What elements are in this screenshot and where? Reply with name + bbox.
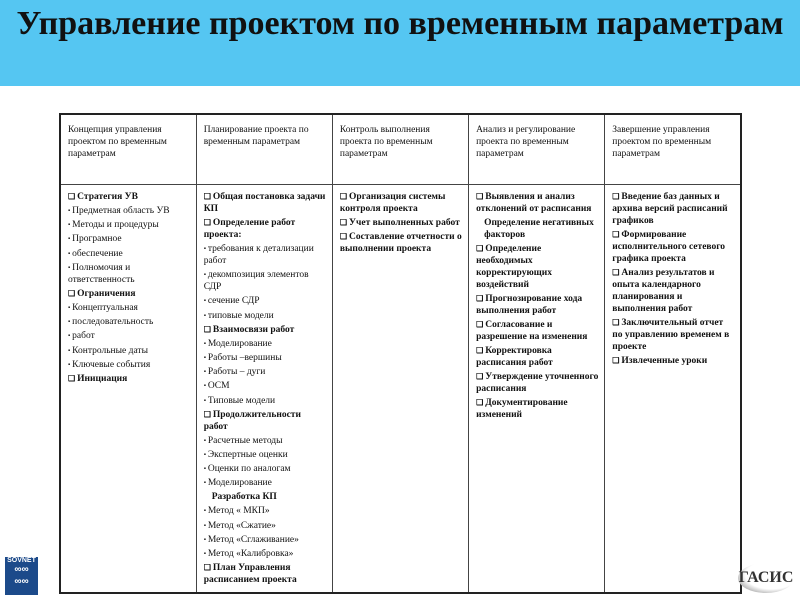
checkbox-bullet-item: ❑ План Управления расписанием проекта [204, 562, 327, 586]
column-cell [196, 185, 332, 594]
checkbox-bullet-item: ❑ Выявления и анализ отклонений от расписания [476, 191, 599, 215]
list-item: ▪ требования к детализации работ [204, 243, 327, 267]
list-item: ▪ Полномочия и ответственность [68, 262, 191, 286]
checkbox-bullet-item: ❑ Анализ результатов и опыта календарного планирования и выполнения работ [612, 267, 735, 315]
column-header: Контроль выполнения проекта по временным параметрам [332, 114, 468, 185]
checkbox-bullet-item: ❑ Введение баз данных и архива версий расписаний графиков [612, 191, 735, 227]
list-item: ▪ Програмное [68, 233, 191, 245]
column-header: Планирование проекта по временным параметрам [196, 114, 332, 185]
column-cell [60, 185, 196, 594]
list-item: ▪ Контрольные даты [68, 345, 191, 357]
checkbox-bullet-item: ❑ Извлеченные уроки [612, 355, 735, 367]
checkbox-bullet-item: ❑ Учет выполненных работ [340, 217, 463, 229]
checkbox-bullet-item: ❑ Прогнозирование хода выполнения работ [476, 293, 599, 317]
sovnet-logo: SOVNET ∞∞ ∞∞ [5, 557, 38, 595]
list-item: Разработка КП [211, 492, 277, 503]
checkbox-bullet-item: ❑ Ограничения [68, 288, 191, 300]
list-item: ▪ ОСМ [204, 380, 327, 392]
checkbox-bullet-item: ❑ Общая постановка задачи КП [204, 191, 327, 215]
list-item: ▪ работ [68, 330, 191, 342]
list-item: ▪ последовательность [68, 316, 191, 328]
list-item: ▪ Расчетные методы [204, 435, 327, 447]
checkbox-bullet-item: ❑ Стратегия УВ [68, 191, 191, 203]
checkbox-bullet-item: ❑ Составление отчетности о выполнении проекта [340, 231, 463, 255]
column-header: Завершение управления проектом по временным параметрам [605, 114, 741, 185]
checkbox-bullet-item: ❑ Определение работ проекта: [204, 217, 327, 241]
sovnet-logo-text: SOVNET [7, 557, 36, 564]
list-item: ▪ Метод « МКП» [204, 505, 327, 517]
list-item: Определение негативных факторов [484, 218, 594, 240]
checkbox-bullet-item: ❑ Документирование изменений [476, 397, 599, 421]
list-item: ▪ декомпозиция элементов СДР [204, 269, 327, 293]
list-item: ▪ типовые модели [204, 310, 327, 322]
list-item: ▪ Типовые модели [204, 395, 327, 407]
checkbox-bullet-item: ❑ Корректировка расписания работ [476, 345, 599, 369]
list-item: ▪ Метод «Калибровка» [204, 548, 327, 560]
checkbox-bullet-item: ❑ Утверждение уточненного расписания [476, 371, 599, 395]
list-item: ▪ Оценки по аналогам [204, 463, 327, 475]
checkbox-bullet-item: ❑ Согласование и разрешение на изменения [476, 319, 599, 343]
checkbox-bullet-item: ❑ Определение необходимых корректирующих воздействий [476, 243, 599, 291]
column-cell [605, 185, 741, 594]
gasis-logo: ГАСИС [738, 563, 794, 593]
list-item: ▪ Работы – дуги [204, 366, 327, 378]
list-item: ▪ Ключевые события [68, 359, 191, 371]
list-item: ▪ Предметная область УВ [68, 205, 191, 217]
time-management-table [59, 113, 742, 594]
list-item: ▪ Методы и процедуры [68, 219, 191, 231]
list-item: ▪ Экспертные оценки [204, 449, 327, 461]
list-item: ▪ Метод «Сжатие» [204, 520, 327, 532]
checkbox-bullet-item: ❑ Продолжительности работ [204, 409, 327, 433]
checkbox-bullet-item: ❑ Организация системы контроля проекта [340, 191, 463, 215]
list-item: ▪ Моделирование [204, 477, 327, 489]
list-item: ▪ Работы –вершины [204, 352, 327, 364]
column-cell [469, 185, 605, 594]
column-header: Концепция управления проектом по временным параметрам [60, 114, 196, 185]
list-item: ▪ обеспечение [68, 248, 191, 260]
checkbox-bullet-item: ❑ Формирование исполнительного сетевого графика проекта [612, 229, 735, 265]
content-row [60, 185, 741, 594]
checkbox-bullet-item: ❑ Взаимосвязи работ [204, 324, 327, 336]
column-cell [332, 185, 468, 594]
list-item: ▪ Моделирование [204, 338, 327, 350]
checkbox-bullet-item: ❑ Инициация [68, 373, 191, 385]
list-item: ▪ сечение СДР [204, 295, 327, 307]
list-item: ▪ Метод «Сглаживание» [204, 534, 327, 546]
column-header: Анализ и регулирование проекта по временным параметрам [469, 114, 605, 185]
checkbox-bullet-item: ❑ Заключительный отчет по управлению временем в проекте [612, 317, 735, 353]
header-row [60, 114, 741, 185]
slide-title: Управление проектом по временным параметрам [16, 5, 784, 42]
list-item: ▪ Концептуальная [68, 302, 191, 314]
